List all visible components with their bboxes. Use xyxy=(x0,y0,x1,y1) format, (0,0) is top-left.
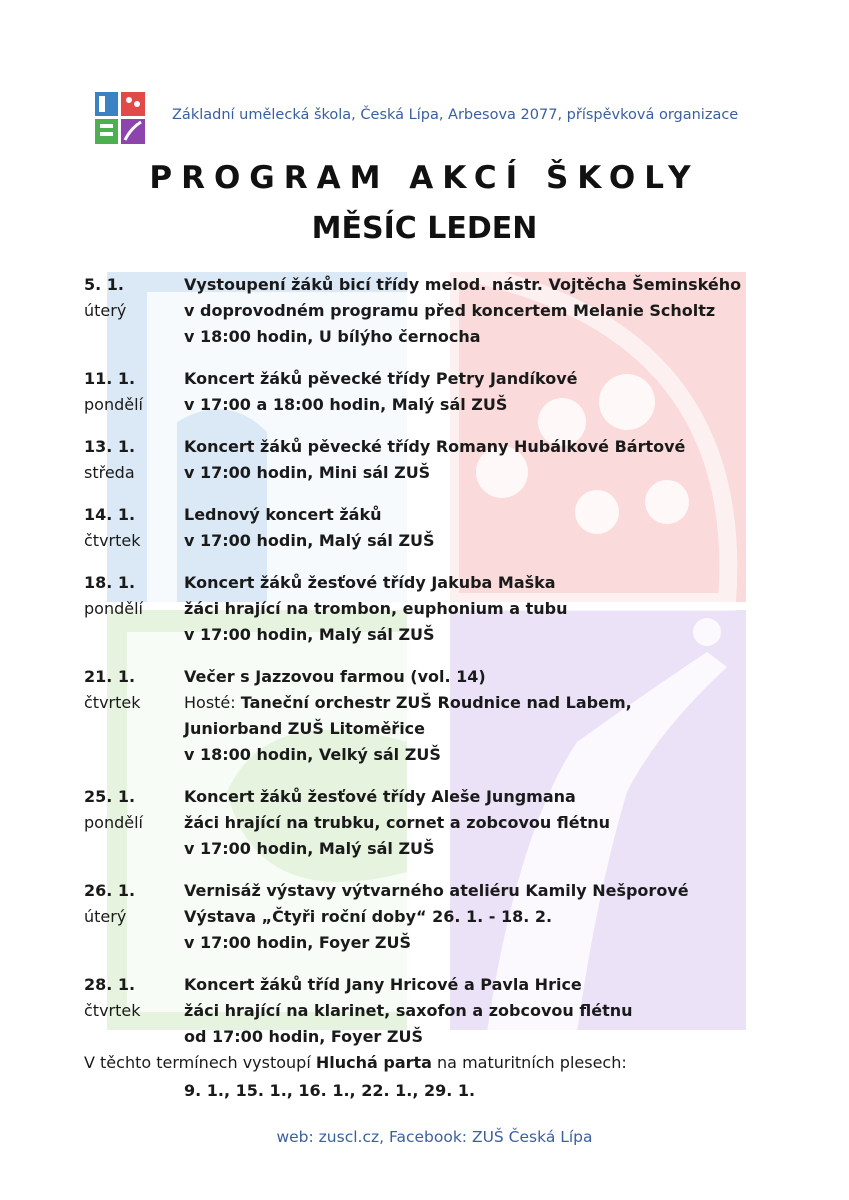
event-date: 18. 1. xyxy=(84,573,136,592)
event-time-place: v 17:00 hodin, Foyer ZUŠ xyxy=(184,933,411,952)
event-title: Koncert žáků žesťové třídy Aleše Jungmana xyxy=(184,787,576,806)
ball-performances-note xyxy=(84,1050,627,1076)
event-date: 14. 1. xyxy=(84,505,136,524)
event-detail: žáci hrající na klarinet, saxofon a zobcovou flétnu xyxy=(184,1001,633,1020)
events-list xyxy=(84,272,784,1066)
event-date: 26. 1. xyxy=(84,881,136,900)
event-title: Vernisáž výstavy výtvarného ateliéru Kamily Nešporové xyxy=(184,881,689,900)
event-day: pondělí xyxy=(84,813,143,832)
event-detail: v doprovodném programu před koncertem Melanie Scholtz xyxy=(184,301,716,320)
event-date: 21. 1. xyxy=(84,667,136,686)
event-item xyxy=(84,570,784,648)
guests-prefix: Hosté: xyxy=(184,693,241,712)
page-title: PROGRAM AKCÍ ŠKOLY xyxy=(149,160,700,196)
event-item xyxy=(84,972,784,1050)
event-detail: Juniorband ZUŠ Litoměřice xyxy=(184,719,426,738)
event-day: čtvrtek xyxy=(84,693,141,712)
event-item xyxy=(84,366,784,418)
event-time-place: v 17:00 hodin, Malý sál ZUŠ xyxy=(184,625,435,644)
event-day: úterý xyxy=(84,301,127,320)
event-item xyxy=(84,502,784,554)
event-date: 11. 1. xyxy=(84,369,136,388)
event-title: Večer s Jazzovou farmou (vol. 14) xyxy=(184,667,486,686)
event-title: Koncert žáků tříd Jany Hricové a Pavla Hrice xyxy=(184,975,582,994)
event-day: pondělí xyxy=(84,395,143,414)
event-time-place: v 17:00 hodin, Malý sál ZUŠ xyxy=(184,839,435,858)
event-time-place: v 17:00 hodin, Malý sál ZUŠ xyxy=(184,531,435,550)
event-day: středa xyxy=(84,463,135,482)
event-date: 5. 1. xyxy=(84,275,124,294)
page-header xyxy=(95,92,775,144)
event-time-place: v 18:00 hodin, Velký sál ZUŠ xyxy=(184,745,441,764)
event-time-place: v 17:00 a 18:00 hodin, Malý sál ZUŠ xyxy=(184,395,508,414)
event-item xyxy=(84,784,784,862)
event-detail: Výstava „Čtyři roční doby“ 26. 1. - 18. 2. xyxy=(184,907,553,926)
event-day: pondělí xyxy=(84,599,143,618)
school-logo xyxy=(95,92,145,144)
event-item xyxy=(84,272,784,350)
event-day: čtvrtek xyxy=(84,531,141,550)
event-day: čtvrtek xyxy=(84,1001,141,1020)
event-time-place: v 18:00 hodin, U bílýho černocha xyxy=(184,327,481,346)
event-item xyxy=(84,664,784,768)
page-subtitle: MĚSÍC LEDEN xyxy=(311,211,538,246)
event-detail: žáci hrající na trubku, cornet a zobcovou flétnu xyxy=(184,813,611,832)
event-date: 25. 1. xyxy=(84,787,136,806)
event-day: úterý xyxy=(84,907,127,926)
footer-contact: web: zuscl.cz, Facebook: ZUŠ Česká Lípa xyxy=(276,1128,593,1146)
event-title: Vystoupení žáků bicí třídy melod. nástr. Vojtěcha Šeminského xyxy=(184,275,742,294)
event-detail: žáci hrající na trombon, euphonium a tubu xyxy=(184,599,568,618)
ball-note-prefix: V těchto termínech vystoupí xyxy=(84,1053,316,1072)
event-title: Lednový koncert žáků xyxy=(184,505,382,524)
event-item xyxy=(84,434,784,486)
event-time-place: od 17:00 hodin, Foyer ZUŠ xyxy=(184,1027,424,1046)
event-title: Koncert žáků pěvecké třídy Petry Jandíkové xyxy=(184,369,578,388)
ball-note-suffix: na maturitních plesech: xyxy=(431,1053,627,1072)
event-date: 13. 1. xyxy=(84,437,136,456)
event-time-place: v 17:00 hodin, Mini sál ZUŠ xyxy=(184,463,431,482)
event-date: 28. 1. xyxy=(84,975,136,994)
event-item xyxy=(84,878,784,956)
event-title: Koncert žáků žesťové třídy Jakuba Maška xyxy=(184,573,556,592)
event-guests xyxy=(184,690,784,716)
organization-name: Základní umělecká škola, Česká Lípa, Arbesova 2077, příspěvková organizace xyxy=(172,107,739,123)
event-title: Koncert žáků pěvecké třídy Romany Hubálkové Bártové xyxy=(184,437,686,456)
guests-name: Taneční orchestr ZUŠ Roudnice nad Labem, xyxy=(240,693,632,712)
band-name: Hluchá parta xyxy=(315,1053,432,1072)
ball-dates: 9. 1., 15. 1., 16. 1., 22. 1., 29. 1. xyxy=(184,1081,476,1100)
